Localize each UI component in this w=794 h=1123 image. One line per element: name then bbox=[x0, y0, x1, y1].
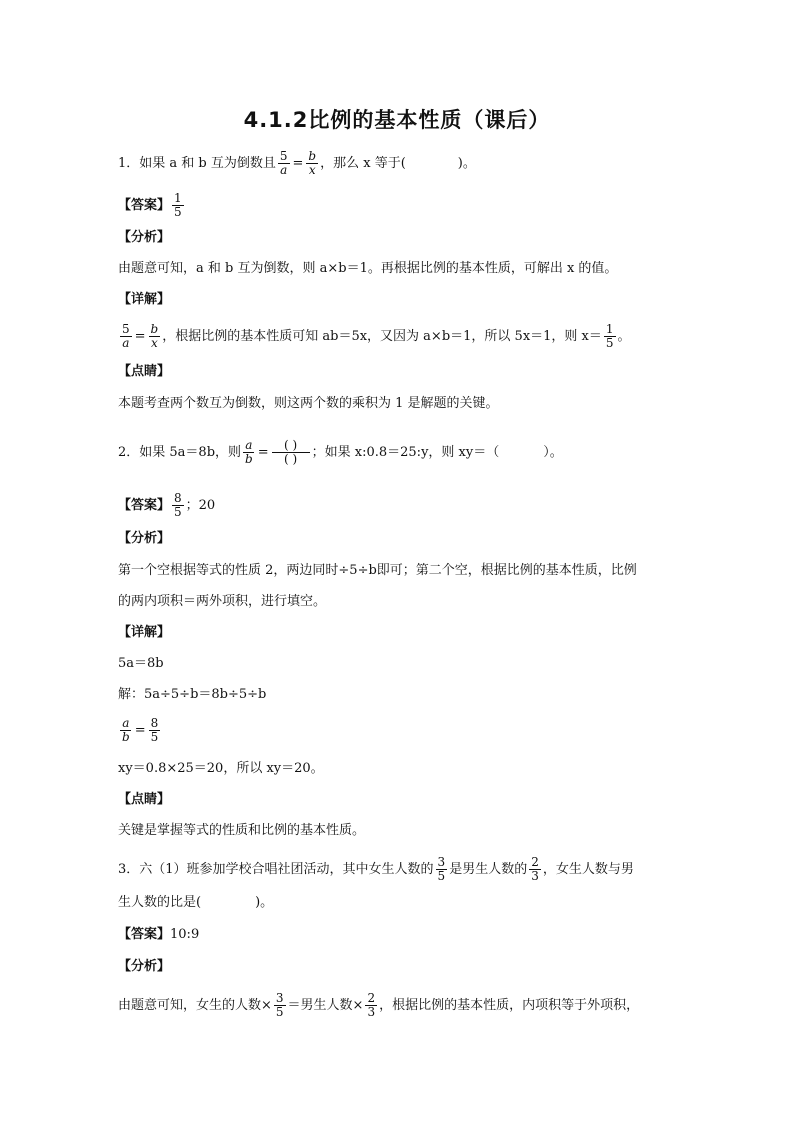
page-title: 4.1.2比例的基本性质（课后） bbox=[243, 108, 551, 132]
q2-analysis-text-2: 的两内项积＝两外项积，进行填空。 bbox=[118, 594, 327, 609]
q1-detail-text: $\frac{5}{a}$ = $\frac{b}{x}$ ，根据比例的基本性质可知 ab＝5x，又因为 a×b＝1，所以 5x＝1，则 x＝ $\frac{1}{5}$ 。 bbox=[122, 322, 631, 350]
q1-stem: 1．如果 a 和 b 互为倒数且 $\frac{5}{a}$ = $\frac{b}{x}$ ，那么 x 等于( )。 bbox=[118, 149, 476, 177]
q3-analysis-fraction-3-over-5: $\frac{3}{5}$ bbox=[275, 991, 284, 1019]
q2-answer-fraction: $\frac{8}{5}$ bbox=[174, 491, 182, 519]
q1-fraction-b-over-x: $\frac{b}{x}$ bbox=[308, 149, 317, 177]
q1-detail-fraction-result: $\frac{1}{5}$ bbox=[605, 322, 614, 350]
q3-stem-line-1: 3．六（1）班参加学校合唱社团活动，其中女生人数的 $\frac{3}{5}$ 是男生人数的 $\frac{2}{3}$ ，女生人数与男 bbox=[118, 855, 634, 883]
q1-stem-text-a: 1．如果 a 和 b 互为倒数且 bbox=[118, 156, 276, 171]
q3-answer-value: 10:9 bbox=[170, 927, 200, 942]
q2-comment-text: 关键是掌握等式的性质和比例的基本性质。 bbox=[118, 823, 366, 838]
q3-fraction-3-over-5: $\frac{3}{5}$ bbox=[437, 855, 446, 883]
q1-detail-label: 【详解】 bbox=[118, 292, 171, 307]
q1-detail-fraction-b-over-x: $\frac{b}{x}$ bbox=[150, 322, 159, 350]
q1-analysis-label: 【分析】 bbox=[118, 230, 171, 245]
q3-analysis-fraction-2-over-3: $\frac{2}{3}$ bbox=[367, 991, 376, 1019]
q3-analysis-label: 【分析】 bbox=[118, 959, 171, 974]
q2-detail-line-4: xy＝0.8×25＝20，所以 xy＝20。 bbox=[118, 761, 324, 776]
q1-comment-text: 本题考查两个数互为倒数，则这两个数的乘积为 1 是解题的关键。 bbox=[118, 396, 499, 411]
q3-analysis-text: 由题意可知，女生的人数× $\frac{3}{5}$ ＝男生人数× $\frac{2}{3}$ ，根据比例的基本性质，内项积等于外项积， bbox=[118, 991, 640, 1019]
q2-blank-fraction: $\frac{( )}{( )}$ bbox=[272, 439, 310, 466]
q2-analysis-label: 【分析】 bbox=[118, 531, 171, 546]
q1-detail-fraction-5-over-a: $\frac{5}{a}$ bbox=[122, 322, 130, 350]
q2-detail-line-3: $\frac{a}{b}$ = $\frac{8}{5}$ bbox=[122, 716, 159, 744]
q1-analysis-text: 由题意可知，a 和 b 互为倒数，则 a×b＝1。再根据比例的基本性质，可解出 x 的值。 bbox=[118, 261, 618, 276]
q1-stem-text-b: ，那么 x 等于( bbox=[320, 156, 406, 171]
q2-stem: 2．如果 5a＝8b，则 $\frac{a}{b}$ = $\frac{( )}{( )}$ ；如果 x:0.8＝25:y，则 xy＝（ ）。 bbox=[118, 438, 563, 466]
q3-stem-line-2: 生人数的比是( )。 bbox=[118, 895, 274, 910]
q1-answer-fraction: $\frac{1}{5}$ bbox=[174, 191, 182, 219]
q2-answer: 【答案】 $\frac{8}{5}$ ；20 bbox=[118, 491, 216, 519]
q2-detail-label: 【详解】 bbox=[118, 625, 171, 640]
q2-detail-line-1: 5a＝8b bbox=[118, 656, 164, 671]
q3-answer: 【答案】10:9 bbox=[118, 927, 200, 942]
q2-analysis-text-1: 第一个空根据等式的性质 2，两边同时÷5÷b即可；第二个空，根据比例的基本性质，比例 bbox=[118, 563, 637, 578]
answer-label: 【答案】 bbox=[118, 198, 171, 213]
q2-detail-fraction-8-over-5: $\frac{8}{5}$ bbox=[150, 716, 159, 744]
q1-fraction-5-over-a: $\frac{5}{a}$ bbox=[279, 149, 288, 177]
q2-detail-line-2: 解：5a÷5÷b＝8b÷5÷b bbox=[118, 687, 267, 702]
q2-comment-label: 【点睛】 bbox=[118, 792, 171, 807]
q2-detail-fraction-a-over-b: $\frac{a}{b}$ bbox=[122, 716, 130, 744]
q2-fraction-a-over-b: $\frac{a}{b}$ bbox=[245, 438, 253, 466]
q1-answer bbox=[118, 192, 186, 219]
q1-comment-label: 【点睛】 bbox=[118, 364, 171, 379]
q3-fraction-2-over-3: $\frac{2}{3}$ bbox=[531, 855, 539, 883]
